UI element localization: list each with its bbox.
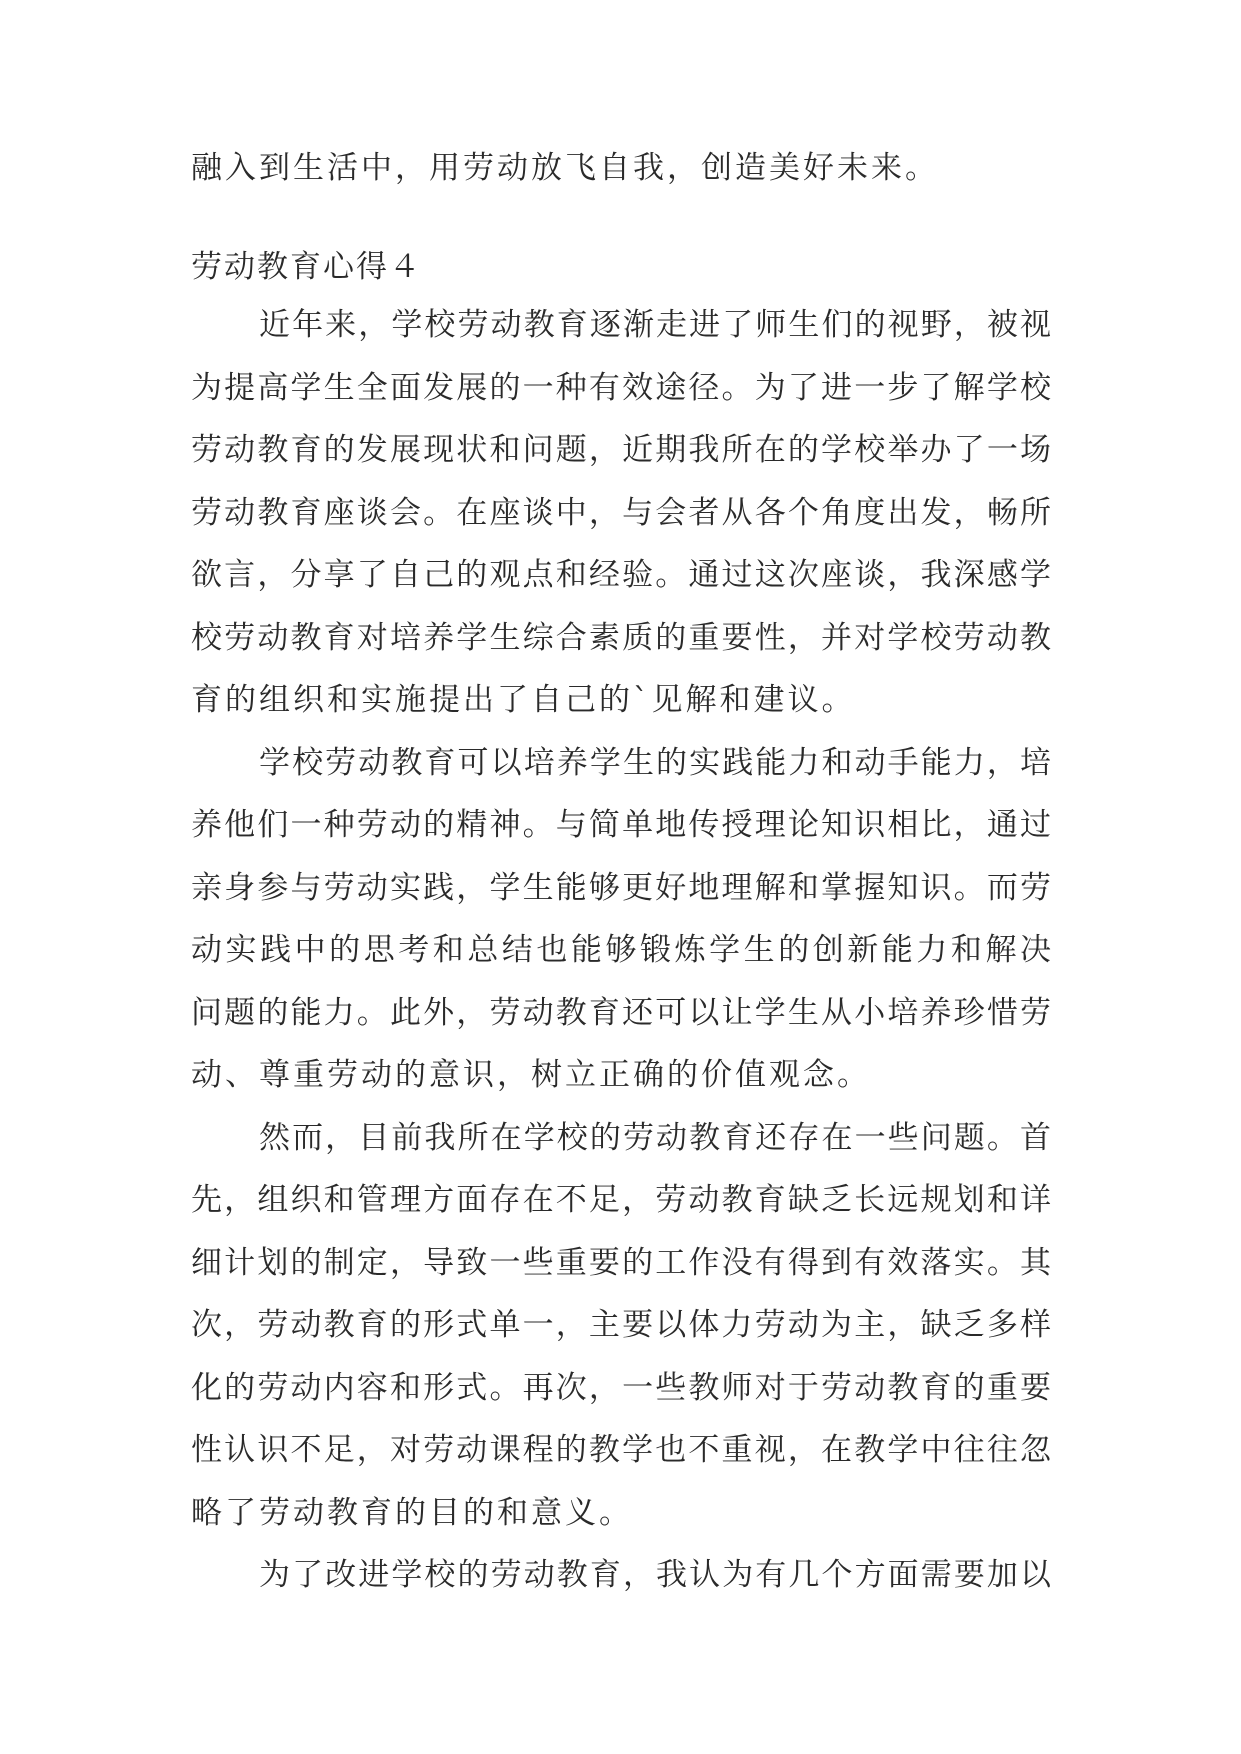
paragraph-line: 劳动教育的发展现状和问题，近期我所在的学校举办了一场 bbox=[191, 432, 1051, 468]
paragraph-line: 略了劳动教育的目的和意义。 bbox=[191, 1494, 633, 1531]
paragraph-line: 性认识不足，对劳动课程的教学也不重视，在教学中往往忽 bbox=[191, 1432, 1051, 1468]
paragraph-line: 为了改进学校的劳动教育，我认为有几个方面需要加以 bbox=[259, 1557, 1051, 1593]
paragraph-line: 细计划的制定，导致一些重要的工作没有得到有效落实。其 bbox=[191, 1244, 1051, 1281]
section-heading: 劳动教育心得４ bbox=[191, 249, 422, 285]
paragraph-line: 近年来，学校劳动教育逐渐走进了师生们的视野，被视 bbox=[259, 307, 1051, 343]
paragraph-line: 动实践中的思考和总结也能够锻炼学生的创新能力和解决 bbox=[191, 932, 1051, 968]
paragraph-line: 劳动教育座谈会。在座谈中，与会者从各个角度出发，畅所 bbox=[191, 494, 1051, 531]
intro-line: 融入到生活中，用劳动放飞自我，创造美好未来。 bbox=[191, 150, 939, 186]
paragraph-line: 育的组织和实施提出了自己的`见解和建议。 bbox=[191, 682, 856, 718]
paragraph-line: 校劳动教育对培养学生综合素质的重要性，并对学校劳动教 bbox=[191, 619, 1051, 656]
paragraph-line: 次，劳动教育的形式单一，主要以体力劳动为主，缺乏多样 bbox=[191, 1307, 1051, 1343]
paragraph-line: 为提高学生全面发展的一种有效途径。为了进一步了解学校 bbox=[191, 369, 1051, 406]
paragraph-line: 亲身参与劳动实践，学生能够更好地理解和掌握知识。而劳 bbox=[191, 869, 1051, 906]
paragraph-line: 学校劳动教育可以培养学生的实践能力和动手能力，培 bbox=[259, 744, 1051, 781]
paragraph-line: 先，组织和管理方面存在不足，劳动教育缺乏长远规划和详 bbox=[191, 1182, 1051, 1218]
paragraph-line: 动、尊重劳动的意识，树立正确的价值观念。 bbox=[191, 1057, 871, 1093]
paragraph-line: 养他们一种劳动的精神。与简单地传授理论知识相比，通过 bbox=[191, 807, 1051, 843]
paragraph-line: 问题的能力。此外，劳动教育还可以让学生从小培养珍惜劳 bbox=[191, 994, 1051, 1031]
paragraph-line: 欲言，分享了自己的观点和经验。通过这次座谈，我深感学 bbox=[191, 557, 1051, 593]
paragraph-line: 化的劳动内容和形式。再次，一些教师对于劳动教育的重要 bbox=[191, 1369, 1051, 1406]
paragraph-line: 然而，目前我所在学校的劳动教育还存在一些问题。首 bbox=[259, 1119, 1051, 1156]
